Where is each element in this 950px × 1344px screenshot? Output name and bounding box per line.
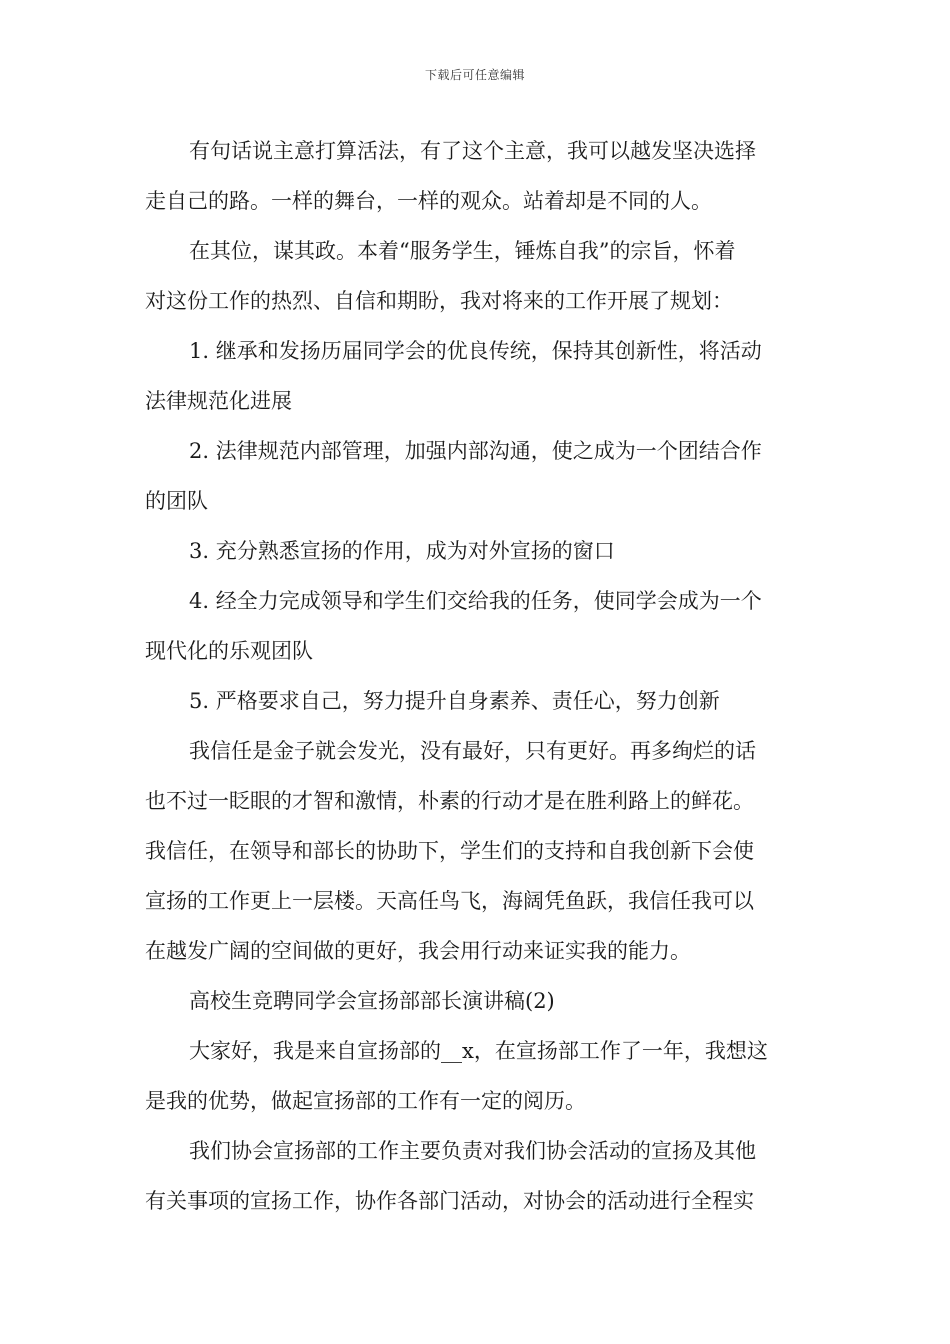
text-line: 3. 充分熟悉宣扬的作用，成为对外宣扬的窗口 <box>189 539 615 563</box>
text-line: 我信任，在领导和部长的协助下，学生们的支持和自我创新下会使 <box>145 839 754 863</box>
text-line: 现代化的乐观团队 <box>145 639 313 663</box>
text-line: 2. 法律规范内部管理，加强内部沟通，使之成为一个团结合作 <box>189 439 762 463</box>
text-line: 有关事项的宣扬工作，协作各部门活动，对协会的活动进行全程实 <box>145 1189 754 1213</box>
text-line: 对这份工作的热烈、自信和期盼，我对将来的工作开展了规划： <box>145 289 733 313</box>
text-line: 法律规范化进展 <box>145 389 292 413</box>
text-line: 我们协会宣扬部的工作主要负责对我们协会活动的宣扬及其他 <box>189 1139 756 1163</box>
text-line: 也不过一眨眼的才智和激情，朴素的行动才是在胜利路上的鲜花。 <box>145 789 754 813</box>
text-line: 在其位，谋其政。本着“服务学生，锤炼自我”的宗旨，怀着 <box>189 239 736 263</box>
text-line: 是我的优势，做起宣扬部的工作有一定的阅历。 <box>145 1089 586 1113</box>
document-body <box>145 126 807 1226</box>
text-line: 在越发广阔的空间做的更好，我会用行动来证实我的能力。 <box>145 939 691 963</box>
text-line: 我信任是金子就会发光，没有最好，只有更好。再多绚烂的话 <box>189 739 756 763</box>
text-line: 宣扬的工作更上一层楼。天高任鸟飞，海阔凭鱼跃，我信任我可以 <box>145 889 754 913</box>
text-line: 走自己的路。一样的舞台，一样的观众。站着却是不同的人。 <box>145 189 712 213</box>
text-line: 高校生竞聘同学会宣扬部部长演讲稿(2) <box>189 989 555 1013</box>
text-line: 5. 严格要求自己，努力提升自身素养、责任心，努力创新 <box>189 689 720 713</box>
text-line: 大家好，我是来自宣扬部的__x，在宣扬部工作了一年，我想这 <box>189 1039 768 1063</box>
text-line: 4. 经全力完成领导和学生们交给我的任务，使同学会成为一个 <box>189 589 762 613</box>
text-line: 1. 继承和发扬历届同学会的优良传统，保持其创新性，将活动 <box>189 339 762 363</box>
text-line: 有句话说主意打算活法，有了这个主意，我可以越发坚决选择 <box>189 139 756 163</box>
page-header: 下载后可任意编辑 <box>424 68 525 82</box>
text-line: 的团队 <box>145 489 208 513</box>
